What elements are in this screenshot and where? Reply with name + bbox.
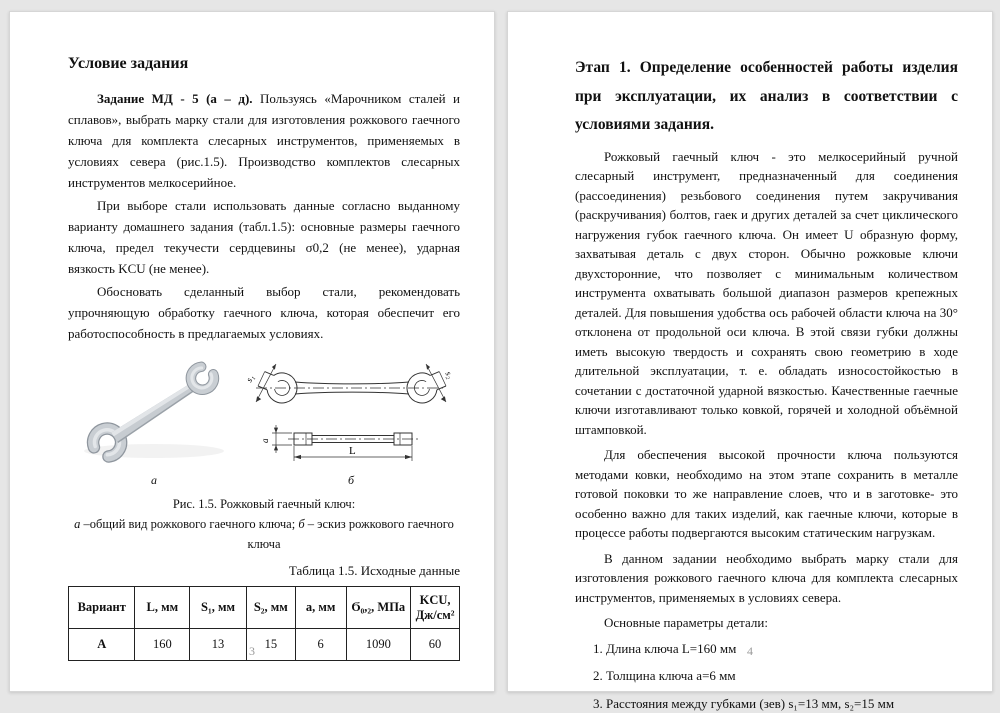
- figure-label-a: а: [151, 473, 157, 487]
- figure-caption: [68, 494, 460, 554]
- param-list-item-2: 2. Толщина ключа а=6 мм: [593, 666, 958, 686]
- body-paragraph-5: Для обеспечения высокой прочности ключа пользуются методами ковки, необходимо на этом этапе сохранить в металле готовой поковки то же направление слоев, что и в заготовке- это особенно важно для таких изделий, как гаечные ключи, которые в процессе работы подвергаются высоким статическим нагрузкам.: [575, 445, 958, 543]
- table-cell-variant: А: [69, 629, 135, 661]
- table-header-a: а, мм: [295, 587, 346, 629]
- param-list-item-1: 1. Длина ключа L=160 мм: [593, 639, 958, 659]
- table-cell-L: 160: [135, 629, 190, 661]
- figure-1-5: [68, 354, 460, 487]
- task-label: Задание МД - 5 (а – д).: [97, 91, 253, 106]
- page-4: [507, 11, 993, 692]
- table-header-variant: Вариант: [69, 587, 135, 629]
- dimension-label-L: L: [349, 445, 356, 457]
- dimension-label-a: a: [260, 438, 270, 443]
- table-header-S1: S₁, мм: [190, 587, 247, 629]
- caption-letter-b: б: [298, 517, 304, 531]
- dimension-label-s2: s₂: [444, 369, 456, 380]
- table-cell-KCU: 60: [411, 629, 460, 661]
- figure-label-b: б: [348, 473, 354, 487]
- page-number-3: 3: [10, 644, 494, 659]
- body-paragraph-4: Рожковый гаечный ключ - это мелкосерийный ручной слесарный инструмент, предназначенный для соединения (рассоединения) резьбового соединения путем закручивания (раскручивания) болтов, гаек и других деталей за счет циклического нагружения губок гаечного ключа. Он имеет U образную форму, захватывая деталь с двух сторон. Обычно рожковые ключи двухсторонние, что позволяет с минимальным количеством инструмента охватывать большой диапазон размеров крепежных деталей. Для повышения удобства ось рабочей области ключа на 30° отклонена от продольной оси ключа. В этой связи губки должны иметь высокую твердость и сохранять свою геометрию в ходе длительной эксплуатации, т. е. обладать износостойкостью в сочетании с достаточной ударной вязкостью. Качественные гаечные ключи изготавливают только ковкой, горячей и холодной объёмной штамповкой.: [575, 147, 958, 440]
- table-cell-sigma: 1090: [346, 629, 411, 661]
- wrench-drawing: [242, 358, 460, 470]
- page-number-4: 4: [508, 644, 992, 659]
- table-cell-S2: 15: [246, 629, 295, 661]
- table-title: Таблица 1.5. Исходные данные: [68, 563, 460, 579]
- figure-drawing-column: [242, 358, 460, 487]
- table-header-row: [69, 587, 460, 629]
- params-intro: Основные параметры детали:: [575, 613, 958, 633]
- body-paragraph-2: При выборе стали использовать данные согласно выданному варианту домашнего задания (табл.1.5): основные размеры гаечного ключа, предел текучести сердцевины σ0,2 (не менее), ударная вязкость KCU (не менее).: [68, 195, 460, 279]
- dimension-label-s1: s₁: [244, 373, 256, 384]
- table-header-KCU: KCU, Дж/см²: [411, 587, 460, 629]
- table-header-sigma: Ϭ₀,₂, МПа: [346, 587, 411, 629]
- figure-caption-line1: Рис. 1.5. Рожковый гаечный ключ:: [68, 494, 460, 514]
- body-paragraph-1-text: Пользуясь «Марочником сталей и сплавов», выбрать марку стали для изготовления рожкового гаечного ключа для комплекта слесарных инструментов, применяемых в условиях севера (рис.1.5). Производство комплектов слесарных инструментов мелкосерийное.: [68, 91, 460, 190]
- page-3: [9, 11, 495, 692]
- caption-text-1: –общий вид рожкового гаечного ключа;: [80, 517, 298, 531]
- figure-photo-column: [68, 354, 240, 487]
- body-paragraph-3: Обосновать сделанный выбор стали, рекомендовать упрочняющую обработку гаечного ключа, которая обеспечит его работоспособность в предлагаемых условиях.: [68, 281, 460, 344]
- wrench-photo: [68, 354, 240, 470]
- table-cell-a: 6: [295, 629, 346, 661]
- body-paragraph-1: [68, 88, 460, 193]
- table-header-S2: S₂, мм: [246, 587, 295, 629]
- figure-caption-line2: [68, 514, 460, 554]
- caption-text-2: – эскиз рожкового гаечного ключа: [247, 517, 453, 551]
- stage-1-heading: Этап 1. Определение особенностей работы изделия при эксплуатации, их анализ в соответствии с условиями задания.: [575, 54, 958, 140]
- table-header-L: L, мм: [135, 587, 190, 629]
- body-paragraph-6: В данном задании необходимо выбрать марку стали для изготовления рожкового гаечного ключа для комплекта слесарных инструментов, применяемых в условиях севера.: [575, 549, 958, 608]
- caption-letter-a: а: [74, 517, 80, 531]
- table-cell-S1: 13: [190, 629, 247, 661]
- param-list-item-3: 3. Расстояния между губками (зев) s₁=13 мм, s₂=15 мм: [593, 694, 958, 713]
- section-title: Условие задания: [68, 55, 460, 73]
